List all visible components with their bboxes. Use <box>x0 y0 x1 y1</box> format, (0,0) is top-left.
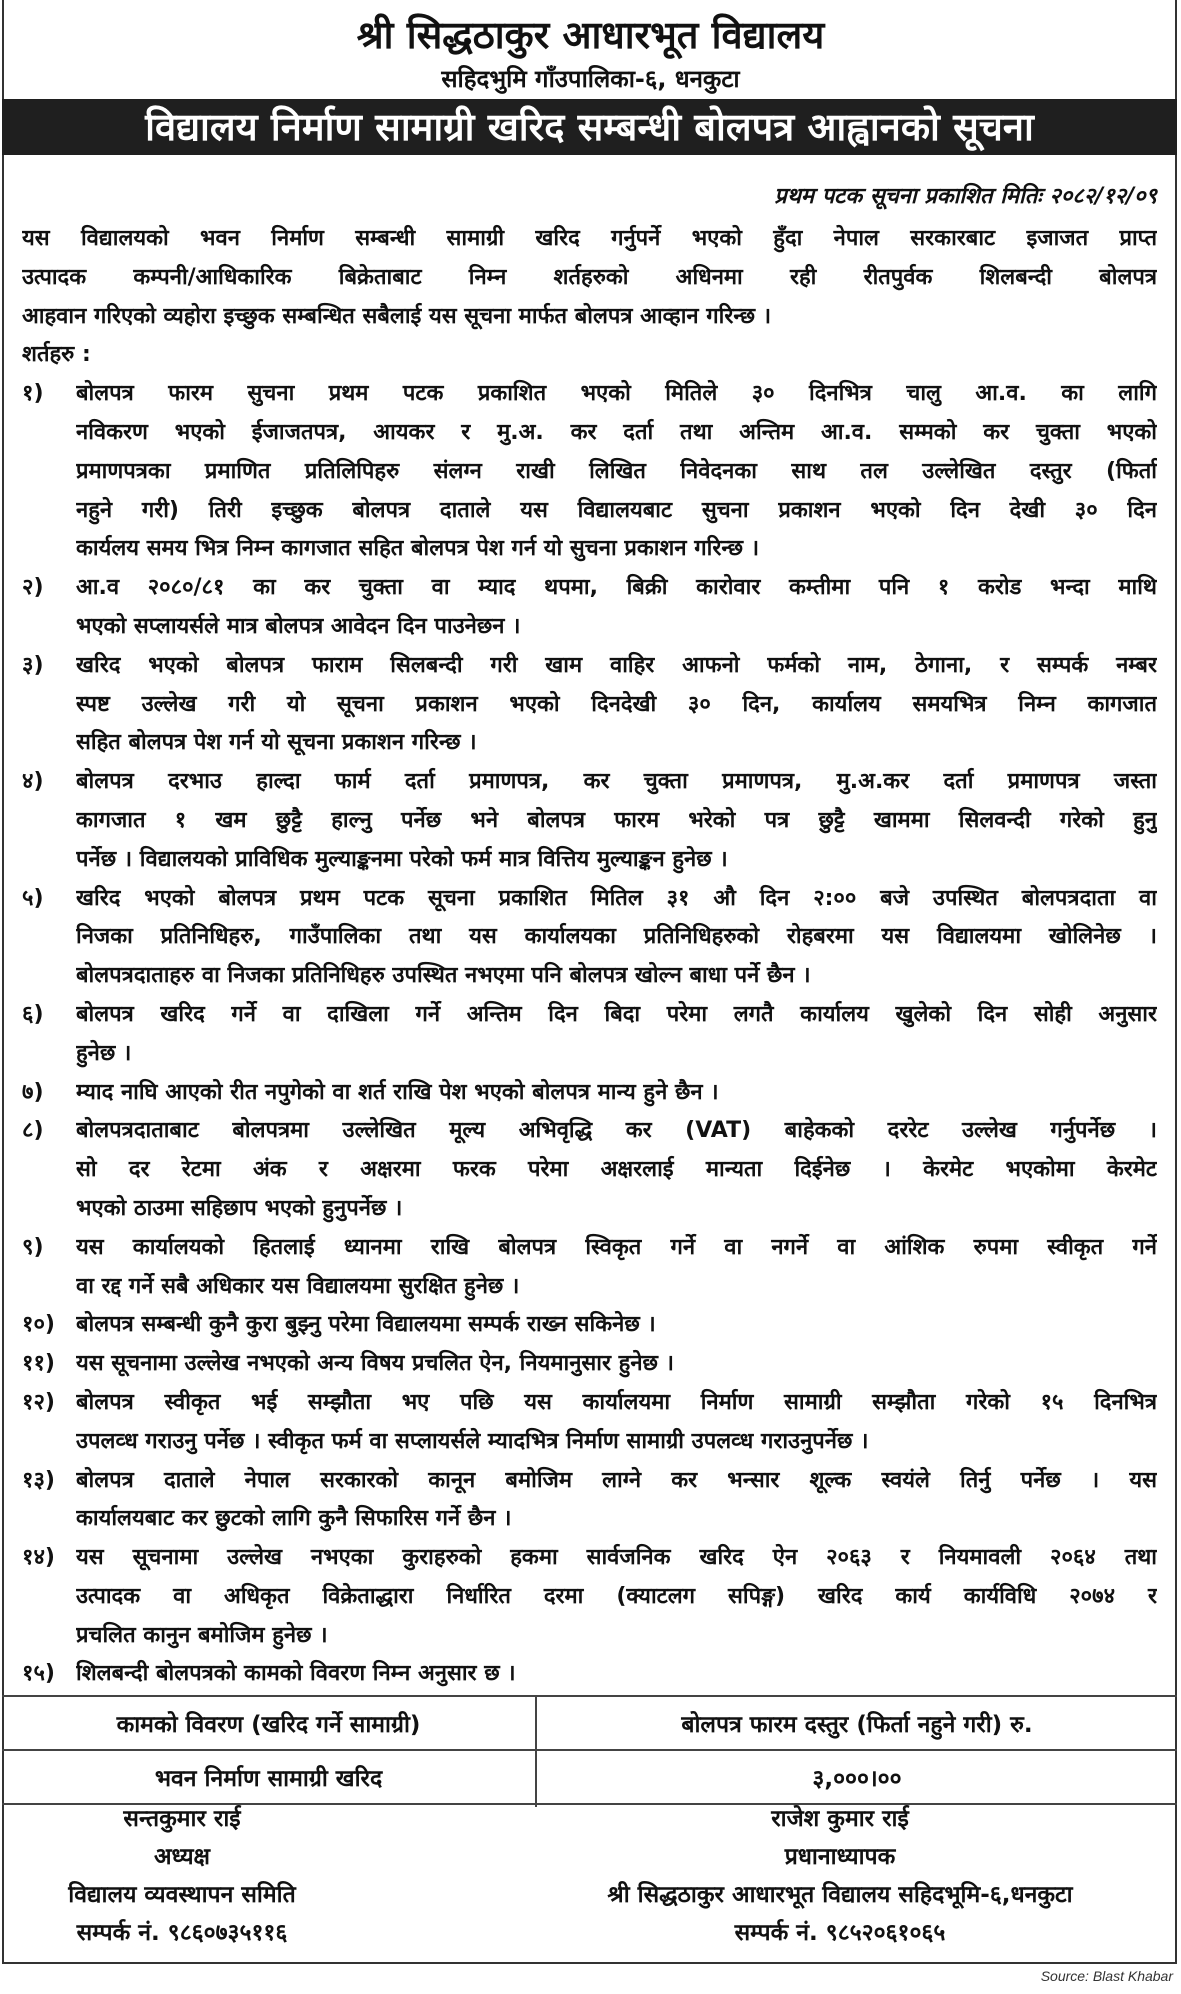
table-cell: ३,०००।०० <box>536 1750 1177 1804</box>
condition-line: शिलबन्दी बोलपत्रको कामको विवरण निम्न अनुसार छ । <box>76 1661 516 1687</box>
school-address: सहिदभुमि गाँउपालिका-६, धनकुटा <box>441 65 740 93</box>
condition-text <box>76 1345 1157 1384</box>
condition-line: प्रमाणपत्रका प्रमाणित प्रतिलिपिहरु संलग्न राखी लिखित निवेदनका साथ तल उल्लेखित दस्तुर (फिर्ता <box>76 458 1157 484</box>
condition-line: म्याद नाघि आएको रीत नपुगेको वा शर्त राखि पेश भएको बोलपत्र मान्य हुने छैन । <box>76 1079 719 1105</box>
condition-line: सहित बोलपत्र पेश गर्न यो सूचना प्रकाशन गरिन्छ । <box>76 730 477 756</box>
condition-line: बोलपत्र दाताले नेपाल सरकारको कानून बमोजिम लाग्ने कर भन्सार शूल्क स्वयंले तिर्नु पर्नेछ । यस <box>76 1467 1157 1493</box>
condition-number: ४) <box>22 769 44 795</box>
condition-item <box>22 647 1157 763</box>
condition-item <box>22 1229 1157 1307</box>
condition-number: ६) <box>22 1001 44 1027</box>
condition-text <box>76 1112 1157 1228</box>
condition-line: भएको सप्लायर्सले मात्र बोलपत्र आवेदन दिन पाउनेछन । <box>76 613 521 639</box>
condition-text <box>76 647 1157 763</box>
condition-number: ९) <box>22 1234 44 1260</box>
condition-line: कागजात १ खम छुट्टै हाल्नु पर्नेछ भने बोलपत्र फारम भरेको पत्र छुट्टै खाममा सिलवन्दी गरेको हुनु <box>76 807 1157 833</box>
condition-text <box>76 1539 1157 1655</box>
condition-text <box>76 375 1157 569</box>
condition-item <box>22 1462 1157 1540</box>
condition-text <box>76 569 1157 647</box>
condition-line: निजका प्रतिनिधिहरु, गाउँपालिका तथा यस कार्यालयका प्रतिनिधिहरुको रोहबरमा यस विद्यालयमा खोलिनेछ । <box>76 924 1157 950</box>
condition-line: स्पष्ट उल्लेख गरी यो सूचना प्रकाशन भएको दिनदेखी ३० दिन, कार्यालय समयभित्र निम्न कागजात <box>76 691 1157 717</box>
condition-line: हुनेछ । <box>76 1040 132 1066</box>
condition-item <box>22 1345 1157 1384</box>
table-header-row <box>2 1696 1177 1750</box>
condition-item <box>22 375 1157 569</box>
condition-number: ३) <box>22 652 44 678</box>
condition-number: २) <box>22 575 44 601</box>
condition-line: कार्यलय समय भित्र निम्न कागजात सहित बोलपत्र पेश गर्न यो सुचना प्रकाशन गरिन्छ । <box>76 536 760 562</box>
table-row <box>2 1750 1177 1804</box>
condition-number: १०) <box>22 1312 55 1338</box>
conditions-label: शर्तहरु : <box>22 342 91 368</box>
intro-line: उत्पादक कम्पनी/आधिकारिक बिक्रेताबाट निम्न शर्तहरुको अधिनमा रही रीतपुर्वक शिलबन्दी बोलपत्र <box>22 264 1157 290</box>
condition-line: आ.व २०८०/८१ का कर चुक्ता वा म्याद थपमा, बिक्री कारोवार कम्तीमा पनि १ करोड भन्दा माथि <box>76 575 1157 601</box>
signatory-name: सन्तकुमार राई <box>123 1806 241 1832</box>
signatory-org: विद्यालय व्यवस्थापन समिति <box>68 1882 296 1908</box>
condition-line: यस सूचनामा उल्लेख नभएका कुराहरुको हकमा सार्वजनिक खरिद ऐन २०६३ र नियमावली २०६४ तथा <box>76 1545 1157 1571</box>
condition-number: १२) <box>22 1389 55 1415</box>
condition-line: सो दर रेटमा अंक र अक्षरमा फरक परेमा अक्षरलाई मान्यता दिईनेछ । केरमेट भएकोमा केरमेट <box>76 1157 1157 1183</box>
condition-line: यस कार्यालयको हितलाई ध्यानमा राखि बोलपत्र स्विकृत गर्ने वा नगर्ने वा आंशिक रुपमा स्वीकृत गर्ने <box>76 1234 1157 1260</box>
condition-item <box>22 1539 1157 1655</box>
condition-number: १) <box>22 381 44 407</box>
condition-line: नविकरण भएको ईजाजतपत्र, आयकर र मु.अ. कर दर्ता तथा अन्तिम आ.व. सम्मको कर चुक्ता भएको <box>76 419 1157 445</box>
condition-line: बोलपत्र खरिद गर्ने वा दाखिला गर्ने अन्तिम दिन बिदा परेमा लगतै कार्यालय खुलेको दिन सोही अनुसार <box>76 1001 1157 1027</box>
condition-line: उत्पादक वा अधिकृत विक्रेताद्धारा निर्धारित दरमा (क्याटलग सपिङ्ग) खरिद कार्य कार्यविधि २०७४ र <box>76 1583 1157 1609</box>
condition-line: प्रचलित कानुन बमोजिम हुनेछ । <box>76 1622 328 1648</box>
work-table <box>2 1695 1177 1807</box>
condition-item <box>22 763 1157 879</box>
condition-number: ११) <box>22 1351 55 1377</box>
condition-item <box>22 996 1157 1074</box>
condition-line: पर्नेछ । विद्यालयको प्राविधिक मुल्याङ्कनमा परेको फर्म मात्र वित्तिय मुल्याङ्कन हुनेछ । <box>76 846 728 872</box>
condition-line: बोलपत्र फारम सुचना प्रथम पटक प्रकाशित भएको मितिले ३० दिनभित्र चालु आ.व. का लागि <box>76 381 1157 407</box>
condition-line: बोलपत्र दरभाउ हाल्दा फार्म दर्ता प्रमाणपत्र, कर चुक्ता प्रमाणपत्र, मु.अ.कर दर्ता प्रमाणपत्र जस्ता <box>76 769 1157 795</box>
condition-line: नहुने गरी) तिरी इच्छुक बोलपत्र दाताले यस विद्यालयबाट सुचना प्रकाशन भएको दिन देखी ३० दिन <box>76 497 1157 523</box>
condition-line: वा रद्द गर्ने सबै अधिकार यस विद्यालयमा सुरक्षित हुनेछ । <box>76 1273 520 1299</box>
source-credit: Source: Blast Khabar <box>1040 1968 1173 1984</box>
signatory-contact: सम्पर्क नं. ९८६०७३५११६ <box>76 1920 288 1946</box>
condition-item <box>22 1306 1157 1345</box>
signatory-org: श्री सिद्धठाकुर आधारभूत विद्यालय सहिदभूमि-६,धनकुटा <box>607 1882 1073 1908</box>
condition-line: भएको ठाउमा सहिछाप भएको हुनुपर्नेछ । <box>76 1195 403 1221</box>
signatory-name: राजेश कुमार राई <box>771 1806 909 1832</box>
condition-number: १५) <box>22 1661 55 1687</box>
condition-line: बोलपत्र स्वीकृत भई सम्झौता भए पछि यस कार्यालयमा निर्माण सामाग्री सम्झौता गरेको १५ दिनभित्र <box>76 1389 1157 1415</box>
signatory-role: अध्यक्ष <box>153 1844 211 1870</box>
publish-date: प्रथम पटक सूचना प्रकाशित मितिः २०८२/१२/०९ <box>774 184 1157 209</box>
condition-line: बोलपत्रदाताहरु वा निजका प्रतिनिधिहरु उपस्थित नभएमा पनि बोलपत्र खोल्न बाधा पर्ने छैन । <box>76 963 811 989</box>
condition-number: १३) <box>22 1467 55 1493</box>
condition-line: खरिद भएको बोलपत्र फाराम सिलबन्दी गरी खाम वाहिर आफनो फर्मको नाम, ठेगाना, र सम्पर्क नम्बर <box>76 652 1157 678</box>
table-header: बोलपत्र फारम दस्तुर (फिर्ता नहुने गरी) रु. <box>536 1696 1177 1750</box>
table-cell: भवन निर्माण सामाग्री खरिद <box>2 1750 536 1804</box>
condition-text <box>76 880 1157 996</box>
condition-text <box>76 1229 1157 1307</box>
table-header: कामको विवरण (खरिद गर्ने सामाग्री) <box>2 1696 536 1750</box>
condition-item <box>22 880 1157 996</box>
condition-item <box>22 1112 1157 1228</box>
condition-line: उपलव्ध गराउनु पर्नेछ । स्वीकृत फर्म वा सप्लायर्सले म्यादभित्र निर्माण सामाग्री उपलव्ध गराउनुपर्नेछ । <box>76 1428 869 1454</box>
intro-line: आहवान गरिएको व्यहोरा इच्छुक सम्बन्धित सबैलाई यस सूचना मार्फत बोलपत्र आव्हान गरिन्छ । <box>22 303 772 329</box>
condition-text <box>76 1384 1157 1462</box>
condition-line: बोलपत्र सम्बन्धी कुनै कुरा बुझ्नु परेमा विद्यालयमा सम्पर्क राख्न सकिनेछ । <box>76 1312 656 1338</box>
condition-line: कार्यालयबाट कर छुटको लागि कुनै सिफारिस गर्ने छैन । <box>76 1506 512 1532</box>
signature-chairperson <box>22 1800 342 1952</box>
condition-text <box>76 1462 1157 1540</box>
condition-item <box>22 1074 1157 1113</box>
condition-text <box>76 996 1157 1074</box>
signatory-role: प्रधानाध्यापक <box>784 1844 896 1870</box>
notice-title: विद्यालय निर्माण सामाग्री खरिद सम्बन्धी बोलपत्र आह्वानको सूचना <box>2 99 1177 155</box>
condition-text <box>76 1655 1157 1694</box>
condition-number: १४) <box>22 1545 55 1571</box>
school-name: श्री सिद्धठाकुर आधारभूत विद्यालय <box>356 13 825 57</box>
intro-line: यस विद्यालयको भवन निर्माण सम्बन्धी सामाग्री खरिद गर्नुपर्ने भएको हुँदा नेपाल सरकारबाट इजाजत प्राप्त <box>22 226 1157 251</box>
condition-number: ७) <box>22 1079 44 1105</box>
condition-line: यस सूचनामा उल्लेख नभएको अन्य विषय प्रचलित ऐन, नियमानुसार हुनेछ । <box>76 1351 674 1377</box>
condition-item <box>22 1655 1157 1694</box>
signature-headteacher <box>520 1800 1160 1952</box>
condition-line: खरिद भएको बोलपत्र प्रथम पटक सूचना प्रकाशित मितिल ३१ औ दिन २:०० बजे उपस्थित बोलपत्रदाता वा <box>76 885 1157 911</box>
condition-text <box>76 1074 1157 1113</box>
signatory-contact: सम्पर्क नं. ९८५२०६१०६५ <box>734 1920 946 1946</box>
condition-line: बोलपत्रदाताबाट बोलपत्रमा उल्लेखित मूल्य अभिवृद्धि कर (VAT) बाहेकको दररेट उल्लेख गर्नुपर्नेछ । <box>76 1118 1157 1144</box>
condition-item <box>22 1384 1157 1462</box>
condition-text <box>76 763 1157 879</box>
condition-number: ८) <box>22 1118 44 1144</box>
condition-item <box>22 569 1157 647</box>
condition-number: ५) <box>22 885 44 911</box>
condition-text <box>76 1306 1157 1345</box>
notice-body <box>22 220 1157 1694</box>
